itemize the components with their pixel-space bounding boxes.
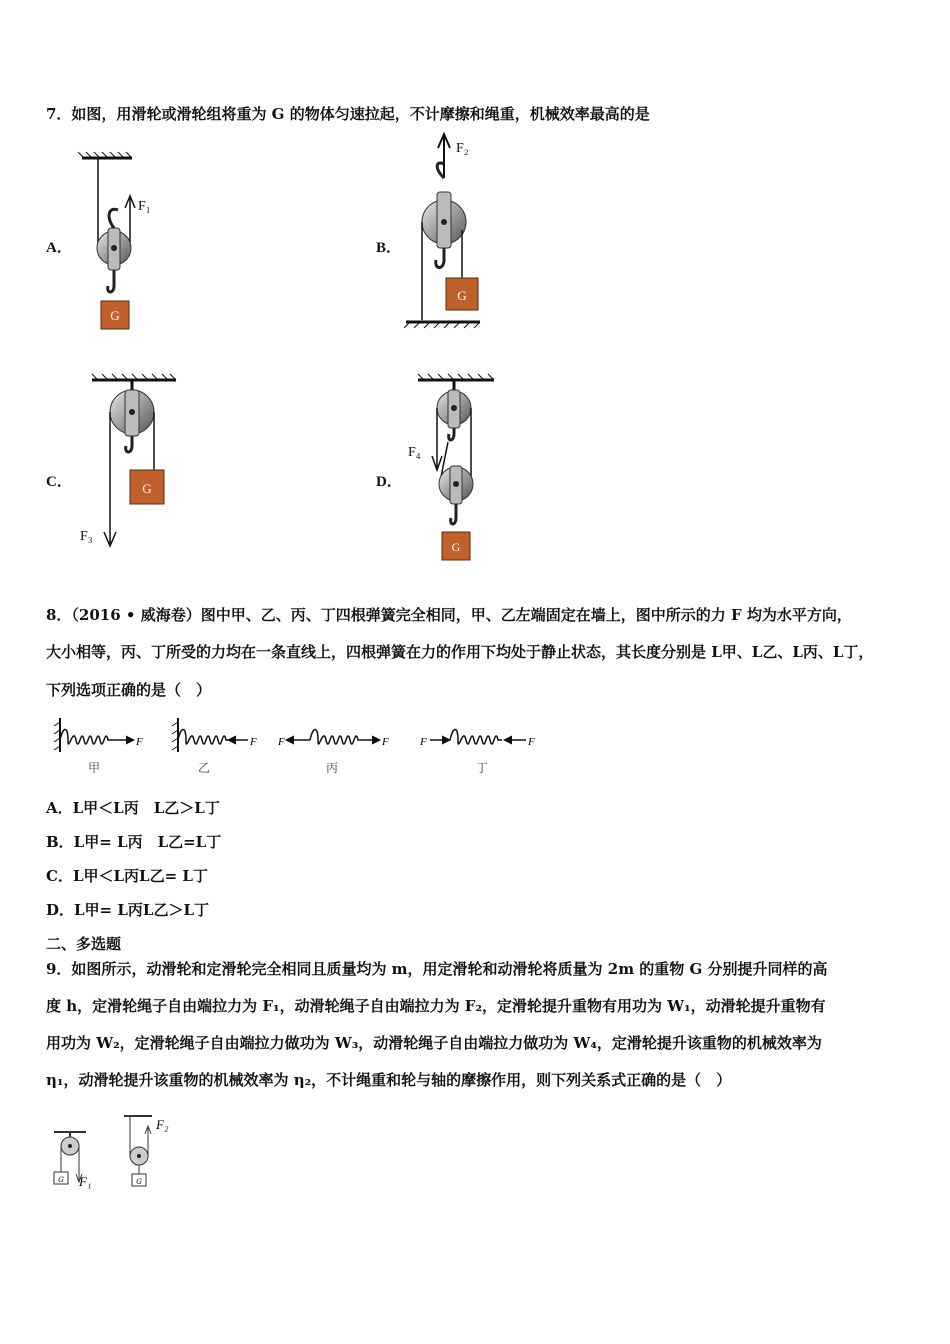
q9-f2-label: F₂ bbox=[156, 1117, 169, 1132]
q8-stem-line1: 8．（2016 • 威海卷）图中甲、乙、丙、丁四根弹簧完全相同，甲、乙左端固定在墙上，图中所示的力 F 均为水平方向， bbox=[46, 606, 852, 624]
q8-springs-figure bbox=[48, 712, 548, 778]
q7-option-d-label: D． bbox=[376, 474, 402, 490]
spring-jia-label: 甲 bbox=[88, 761, 101, 775]
q8-option-c[interactable]: C．L甲＜L丙L乙= L丁 bbox=[46, 867, 208, 885]
q8-option-b[interactable]: B．L甲= L丙 L乙=L丁 bbox=[46, 833, 222, 851]
q7-option-b-label: B． bbox=[376, 240, 402, 256]
q8-option-d[interactable]: D．L甲= L丙L乙＞L丁 bbox=[46, 901, 209, 919]
q9-movable-weight-label: G bbox=[136, 1178, 142, 1186]
q7-c-force-label: F₃ bbox=[80, 529, 93, 544]
q7-option-c-label: C． bbox=[46, 474, 72, 490]
q7-d-weight-label: G bbox=[451, 540, 461, 554]
q7-figure-d-pulley-block bbox=[404, 372, 514, 564]
q7-a-force-label: F₁ bbox=[138, 199, 151, 214]
spring-jia bbox=[54, 718, 143, 775]
spring-ding-label: 丁 bbox=[476, 761, 489, 775]
q7-a-weight-label: G bbox=[110, 308, 120, 323]
q7-c-weight-label: G bbox=[142, 481, 152, 496]
q7-figure-b-pulley bbox=[400, 130, 520, 335]
spring-bing bbox=[277, 730, 389, 776]
q9-stem-line3: 用功为 W₂，定滑轮绳子自由端拉力做功为 W₃，动滑轮绳子自由端拉力做功为 W₄，定滑轮提升该重物的机械效率为 bbox=[46, 1034, 822, 1052]
q9-fixed-weight-label: G bbox=[58, 1176, 64, 1184]
spring-yi-label: 乙 bbox=[198, 761, 211, 775]
q9-pulleys-figure bbox=[46, 1110, 196, 1192]
section-heading-multi-choice: 二、多选题 bbox=[46, 935, 122, 953]
spring-ding bbox=[419, 730, 535, 776]
q7-figure-c-fixed-pulley bbox=[76, 372, 186, 554]
q9-stem-line4: η₁，动滑轮提升该重物的机械效率为 η₂，不计绳重和轮与轴的摩擦作用，则下列关系式正确的是（ ） bbox=[46, 1071, 732, 1089]
q7-b-force-label: F₂ bbox=[456, 141, 469, 156]
spring-yi-force: F bbox=[250, 736, 257, 748]
spring-bing-force-right: F bbox=[382, 736, 389, 748]
q7-d-force-label: F₄ bbox=[408, 445, 421, 460]
q8-stem-line3: 下列选项正确的是（ ） bbox=[46, 681, 212, 699]
q7-option-a-label: A． bbox=[46, 240, 72, 256]
spring-jia-force: F bbox=[136, 736, 143, 748]
q9-f1-label: F₁ bbox=[79, 1174, 92, 1189]
q9-stem-line2: 度 h，定滑轮绳子自由端拉力为 F₁，动滑轮绳子自由端拉力为 F₂，定滑轮提升重物有用功为 W₁，动滑轮提升重物有 bbox=[46, 997, 826, 1015]
q9-stem-line1: 9．如图所示，动滑轮和定滑轮完全相同且质量均为 m，用定滑轮和动滑轮将质量为 2m 的重物 G 分别提升同样的高 bbox=[46, 960, 828, 978]
spring-bing-force-left: F bbox=[278, 736, 285, 748]
spring-bing-label: 丙 bbox=[326, 761, 339, 775]
spring-yi bbox=[172, 718, 257, 775]
q9-movable-pulley bbox=[124, 1116, 169, 1186]
q7-b-weight-label: G bbox=[457, 288, 467, 303]
q7-stem: 7．如图，用滑轮或滑轮组将重为 G 的物体匀速拉起，不计摩擦和绳重，机械效率最高的是 bbox=[46, 105, 650, 123]
spring-ding-force-right: F bbox=[528, 736, 535, 748]
q8-option-a[interactable]: A．L甲＜L丙 L乙＞L丁 bbox=[46, 799, 220, 817]
spring-ding-force-left: F bbox=[420, 736, 427, 748]
q9-fixed-pulley bbox=[54, 1132, 91, 1189]
q7-figure-a-movable-pulley bbox=[70, 148, 180, 338]
q8-stem-line2: 大小相等，丙、丁所受的力均在一条直线上，四根弹簧在力的作用下均处于静止状态，其长度分别是 L甲、L乙、L丙、L丁， bbox=[46, 643, 874, 661]
